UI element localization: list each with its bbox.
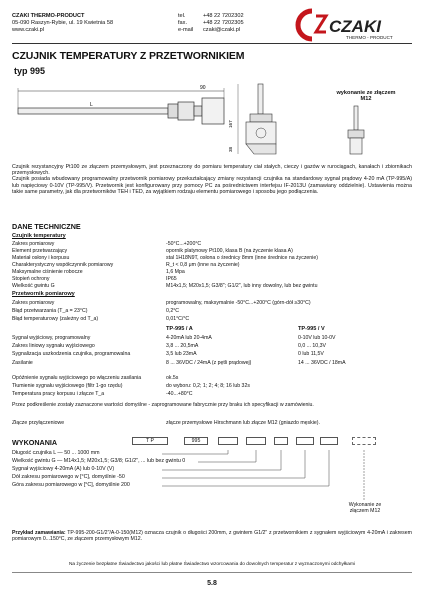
code-thread-box <box>246 437 266 445</box>
email-label: e-mail <box>178 27 194 33</box>
contact-values <box>203 13 244 34</box>
tel-label: tel. <box>178 13 186 19</box>
page-title: CZUJNIK TEMPERATURY Z PRZETWORNIKIEM <box>12 50 245 62</box>
code-range-low-box <box>296 437 314 445</box>
company-address: 05-090 Raszyn-Rybie, ul. 19 Kwietnia 58 <box>12 20 114 26</box>
order-line-thread: Wielkość gwintu G — M14x1,5; M20x1,5; G3/8; G1/2", ... lub bez gwintu 0 <box>12 458 186 464</box>
tech-heading: DANE TECHNICZNE <box>12 222 81 231</box>
email-value[interactable]: czaki@czaki.pl <box>203 27 241 33</box>
footer-divider <box>12 572 412 573</box>
order-line-signal: Sygnał wyjściowy 4-20mA (A) lub 0-10V (V) <box>12 466 115 472</box>
logo-subtext: THERMO - PRODUCT <box>346 35 393 40</box>
order-example <box>12 530 412 542</box>
sensor-heading: Czujnik temperatury <box>12 233 66 239</box>
order-legend <box>12 450 412 520</box>
intro-paragraph-1: Czujnik rezystancyjny Pt100 ze złączem przemysłowym, jest przeznaczony do pomiaru temperatury ciał stałych, cieczy i gazów w rurociągach, kanałach i zbiornikach przemysłowych. <box>12 164 412 177</box>
logo-text: CZAKI <box>329 17 381 36</box>
company-web[interactable]: www.czaki.pl <box>12 27 45 33</box>
order-line-length: Długość czujnika L — 50 ... 1000 mm <box>12 450 100 456</box>
connector-label: Złącze przyłączeniowe <box>12 420 65 426</box>
header-divider <box>12 43 412 44</box>
code-signal-box <box>274 437 288 445</box>
code-length-box <box>218 437 238 445</box>
order-line-range-high: Góra zakresu pomiarowego w [°C], domyślnie 200 <box>12 482 130 488</box>
fax-label: fax. <box>178 20 188 26</box>
dim-38: 38 <box>228 146 233 152</box>
company-block <box>12 13 113 34</box>
czaki-logo <box>294 8 412 42</box>
dim-length: L <box>90 102 93 108</box>
dim-167: 167 <box>228 120 233 128</box>
code-number-box: 995 <box>184 437 208 445</box>
order-example-label: Przykład zamawiania: <box>12 530 66 536</box>
company-name: CZAKI THERMO-PRODUCT <box>12 13 85 19</box>
tel-value: +48 22 7202302 <box>203 13 244 19</box>
order-example-text: TP-995-200-G1/2"/A-0-150(M12) oznacza czujnik o długości 200mm, z gwintem G1/2" z przetwornikiem z sygnałem wyjściowym 4-20mA i zakresem pomiarowym 0...150°C, ze złączem przemysłowym M12. <box>12 530 412 543</box>
m12-order-note: Wykonanie ze złączem M12 <box>348 502 382 514</box>
code-prefix-box: T P <box>132 437 168 445</box>
intro-paragraph-2: Czujnik posiada wbudowany programowalny przetwornik pomiarowy przekształcający zmiany rezystancji czujnika na standardowy sygnał prądowy 4-20 mA (TP-995/A) lub napięciowy 0-10V (TP-995/V). Przetwornik jest konfigurowany przy pomocy PC za pośrednictwem interfejsu IF-2013U (zamawiany oddzielnie). Ustawienia można takie same parametry, jak dla przetworników TEH i TED, za wyjątkiem rodzaju elementu pomiarowego i sposobu jego podłączenia. <box>12 176 412 195</box>
type-label: typ 995 <box>14 66 46 76</box>
page-number: 5.8 <box>207 580 217 587</box>
code-range-high-box <box>320 437 338 445</box>
converter-heading: Przetwornik pomiarowy <box>12 291 75 297</box>
column-v-header: TP-995 / V <box>298 326 325 332</box>
footer-note: Na życzenie bezpłatne Świadectwo jakości lub płatne Świadectwo wzorcowania do dowolnych temperatur z wyznaczonymi odchyłkami <box>68 562 356 567</box>
contact-labels <box>178 13 193 34</box>
order-line-range-low: Dół zakresu pomiarowego w [°C], domyślnie -50 <box>12 474 125 480</box>
fax-value: +48 22 7202305 <box>203 20 244 26</box>
defaults-note: Przez podkreślenie zostały zaznaczone wartości domyślne - zaprogramowane fabrycznie przy braku ich specyfikacji w zamówieniu. <box>12 402 314 408</box>
order-heading: WYKONANIA <box>12 438 58 447</box>
connector-value: złącze przemysłowe Hirschmann lub złącze M12 (gniazdo męskie). <box>166 420 320 426</box>
dim-90: 90 <box>200 85 206 91</box>
m12-drawing-note: wykonanie ze złączem M12 <box>336 90 396 102</box>
column-a-header: TP-995 / A <box>166 326 193 332</box>
intro-text <box>12 164 412 195</box>
code-m12-box <box>352 437 376 445</box>
